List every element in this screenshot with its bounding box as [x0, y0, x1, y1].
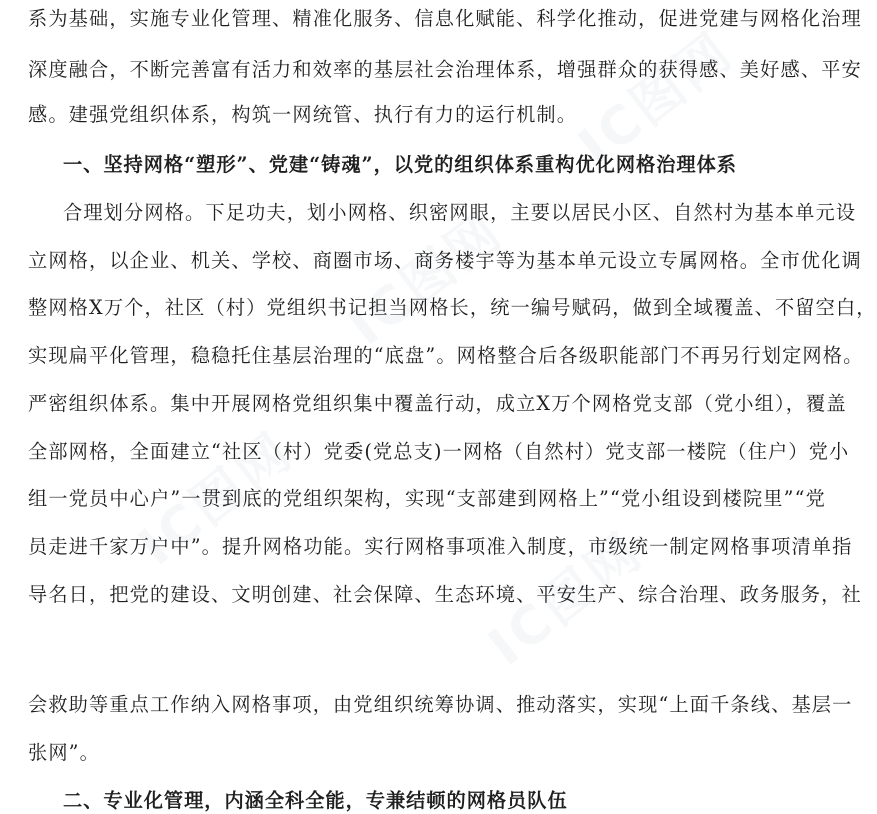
- body-line: 全部网格，全面建立“社区（村）党委(党总支)一网格（自然村）党支部一楼院（住户）党小: [28, 440, 850, 463]
- section-heading: 一、坚持网格“塑形”、党建“铸魂”，以党的组织体系重构优化网格治理体系: [63, 153, 737, 176]
- body-line: 导名日，把党的建设、文明创建、社会保障、生态环境、平安生产、综合治理、政务服务，社: [28, 583, 862, 606]
- body-line: 严密组织体系。集中开展网格党组织集中覆盖行动，成立X万个网格党支部（党小组），覆盖: [28, 392, 847, 415]
- body-line: 立网格，以企业、机关、学校、商圈市场、商务楼宇等为基本单元设立专属网格。全市优化调: [28, 249, 862, 272]
- watermark: IC图网: [568, 20, 745, 178]
- body-line: 系为基础，实施专业化管理、精准化服务、信息化赋能、科学化推动，促进党建与网格化治理: [28, 7, 862, 30]
- body-line: 会救助等重点工作纳入网格事项，由党组织统筹协调、推动落实，实现“上面千条线、基层一: [28, 693, 853, 716]
- watermark: IC图网: [478, 520, 655, 678]
- body-line: 张网”。: [28, 741, 100, 764]
- body-line: 组一党员中心户”一贯到底的党组织架构，实现“支部建到网格上”“党小组设到楼院里”“党: [28, 487, 826, 510]
- watermark: IC图网: [338, 200, 515, 358]
- body-line: 感。建强党组织体系，构筑一网统管、执行有力的运行机制。: [28, 103, 578, 126]
- body-line: 深度融合，不断完善富有活力和效率的基层社会治理体系，增强群众的获得感、美好感、平安: [28, 58, 862, 81]
- watermark: IC图网: [128, 420, 305, 578]
- body-line: 合理划分网格。下足功夫，划小网格、织密网眼，主要以居民小区、自然村为基本单元设: [63, 201, 857, 224]
- body-line: 整网格X万个，社区（村）党组织书记担当网格长，统一编号赋码，做到全域覆盖、不留空白，: [28, 296, 877, 319]
- section-heading: 二、专业化管理，内涵全科全能，专兼结顿的网格员队伍: [63, 789, 568, 812]
- body-line: 实现扁平化管理，稳稳托住基层治理的“底盘”。网格整合后各级职能部门不再另行划定网格。: [28, 344, 864, 367]
- body-line: 员走进千家万户中”。提升网格功能。实行网格事项准入制度，市级统一制定网格事项清单指: [28, 535, 853, 558]
